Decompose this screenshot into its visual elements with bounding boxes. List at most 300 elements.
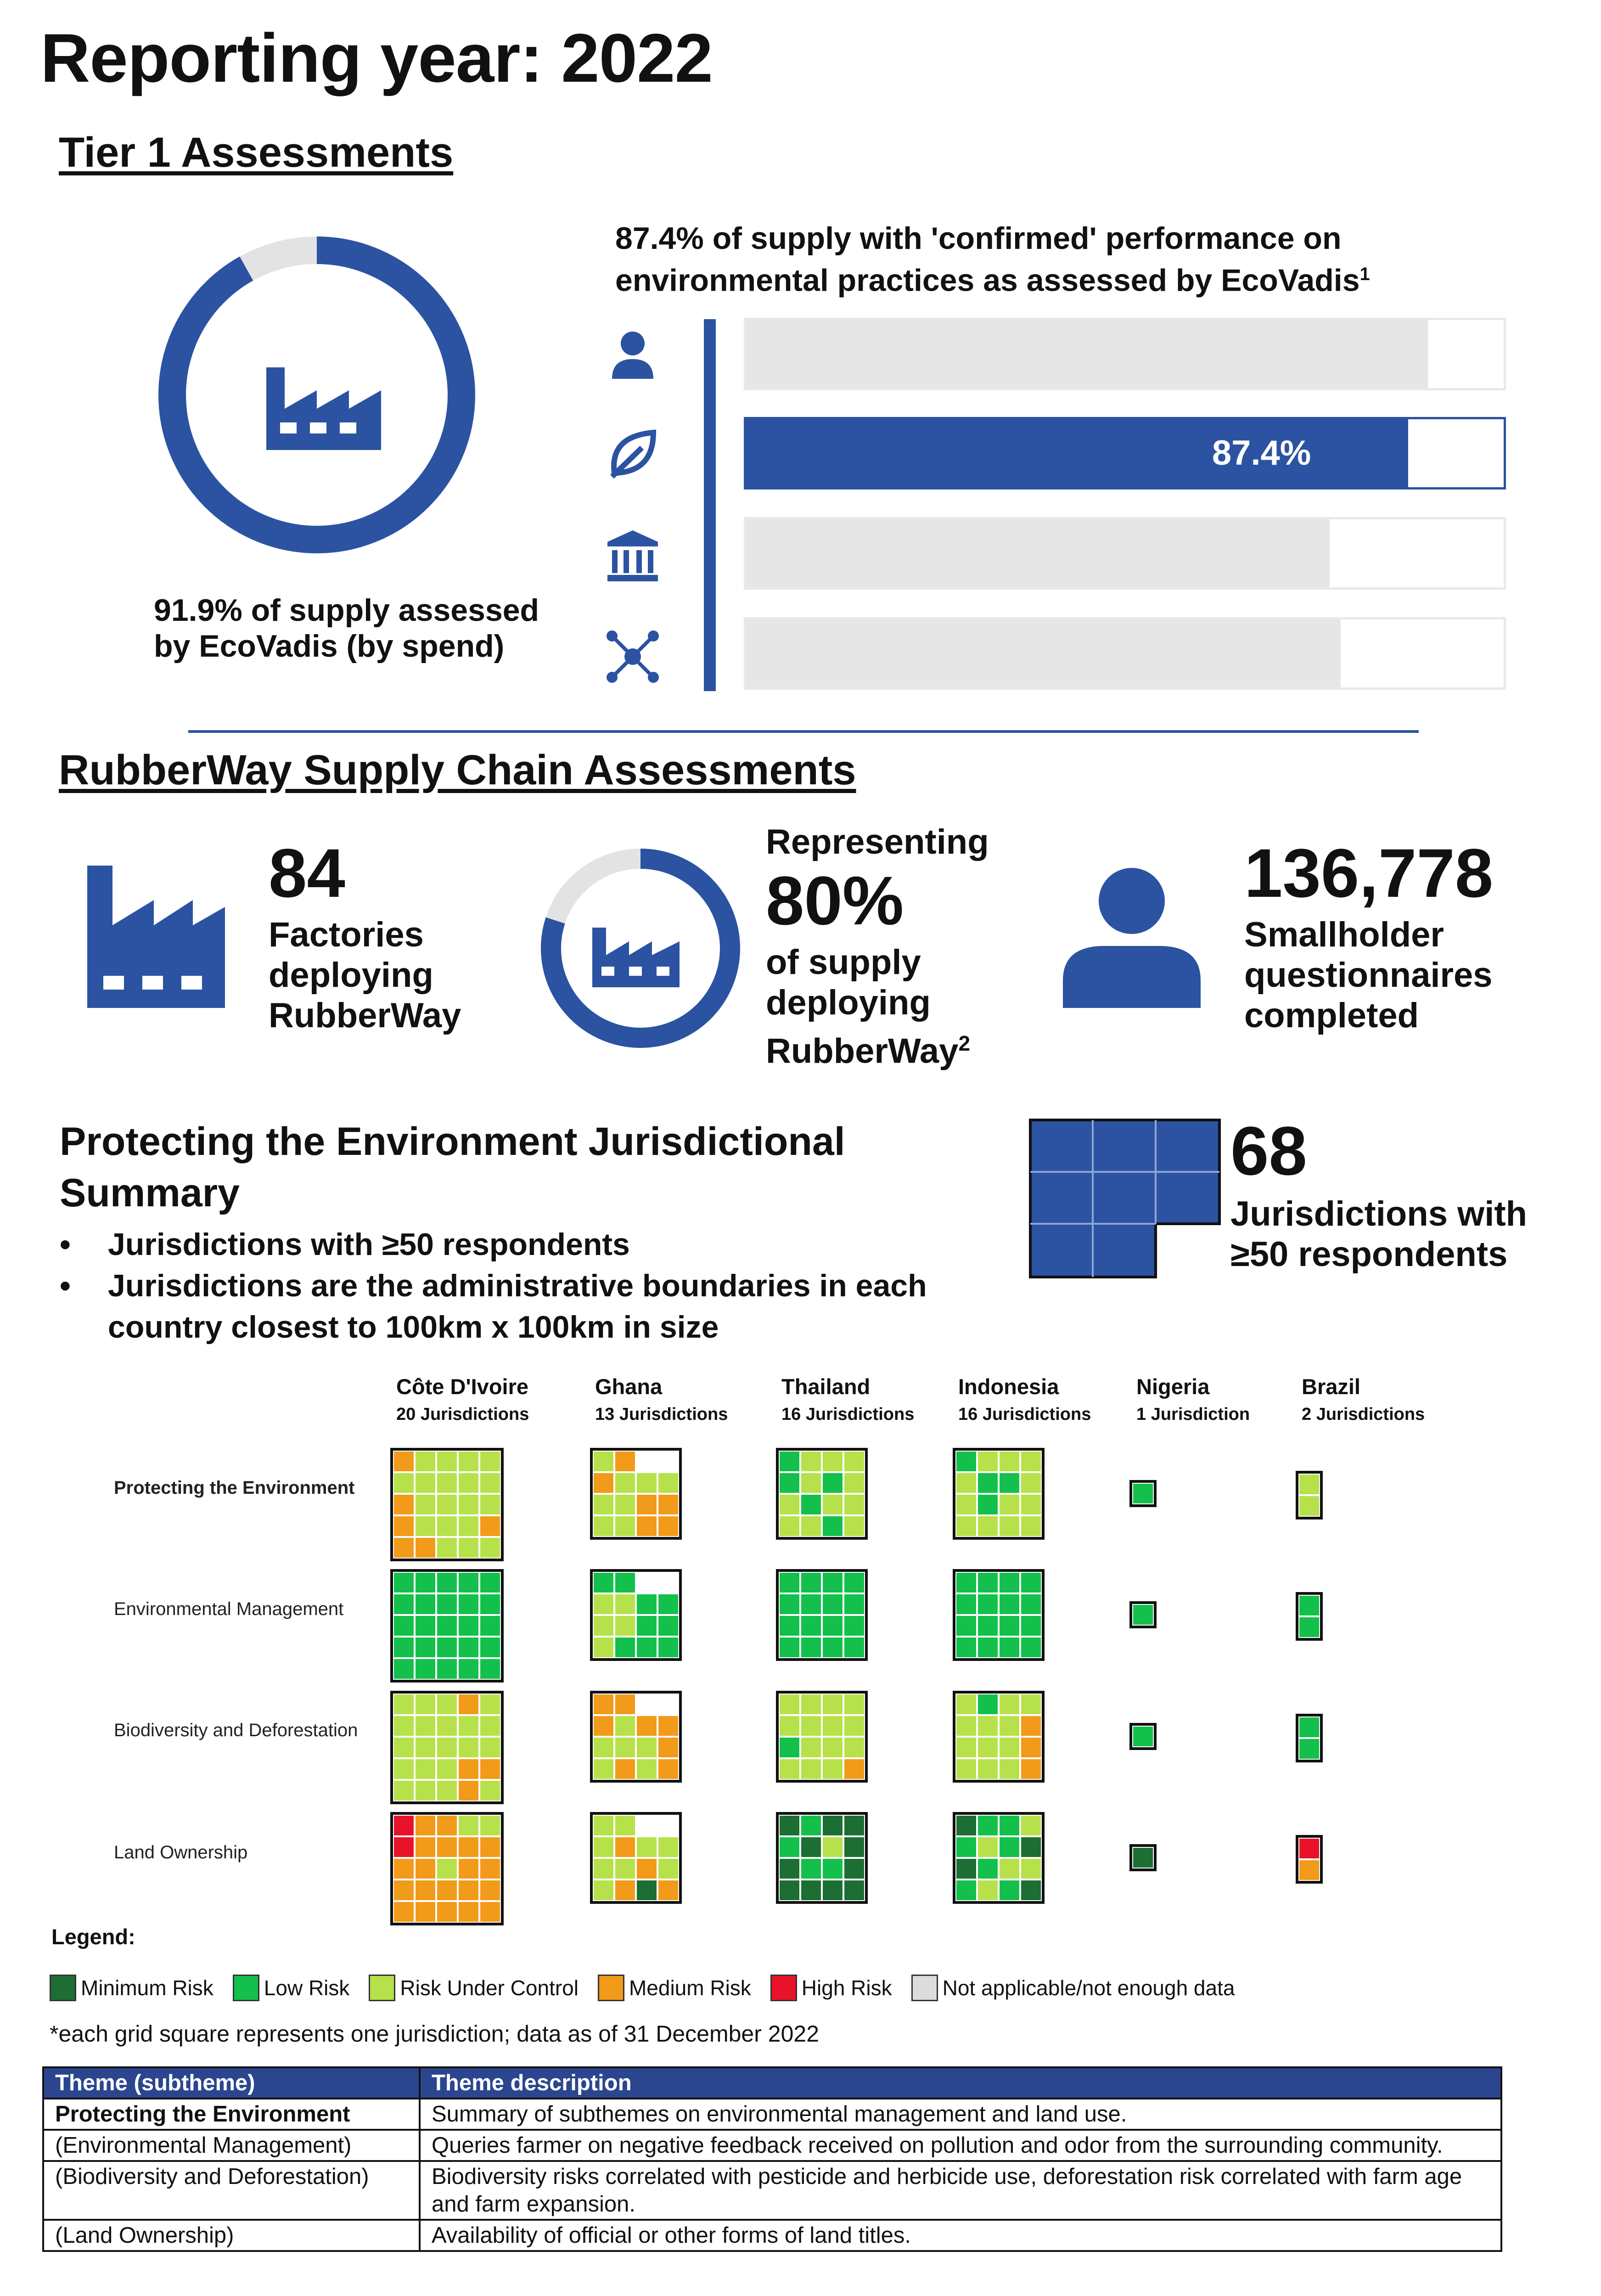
- grid-cell: [977, 1836, 999, 1858]
- risk-grid: [1129, 1601, 1157, 1628]
- grid-cell: [657, 1858, 679, 1880]
- grid-cell: [614, 1815, 636, 1836]
- grid-cell: [415, 1836, 436, 1858]
- grid-cell: [779, 1858, 800, 1880]
- grid-cell: [636, 1694, 657, 1715]
- grid-cell: [800, 1572, 822, 1593]
- grid-cell: [458, 1694, 479, 1715]
- grid-cell: [593, 1758, 614, 1780]
- grid-cell: [614, 1593, 636, 1615]
- risk-grid: [1129, 1844, 1157, 1871]
- grid-cell: [955, 1737, 977, 1758]
- jurisdiction-bullets: [60, 1224, 978, 1348]
- grid-cell: [999, 1593, 1020, 1615]
- risk-grid: [590, 1812, 682, 1904]
- grid-cell: [436, 1836, 458, 1858]
- grid-cell: [822, 1637, 843, 1658]
- assessed-label: 91.9% of supply assessed by EcoVadis (by spend): [154, 593, 539, 664]
- grid-cell: [999, 1572, 1020, 1593]
- grid-cell: [393, 1858, 415, 1880]
- grid-cell: [779, 1715, 800, 1737]
- grid-cell: [800, 1593, 822, 1615]
- grid-cell: [1020, 1572, 1042, 1593]
- legend-title: Legend:: [51, 1925, 135, 1949]
- grid-cell: [458, 1815, 479, 1836]
- grid-cell: [822, 1836, 843, 1858]
- grid-cell: [999, 1615, 1020, 1637]
- grid-cell: [393, 1637, 415, 1658]
- grid-cell: [393, 1715, 415, 1737]
- table-cell: Biodiversity risks correlated with pesticide and herbicide use, deforestation risk correlated with farm age and farm expansion.: [420, 2161, 1501, 2220]
- grid-cell: [1020, 1715, 1042, 1737]
- table-header: Theme description: [420, 2067, 1501, 2099]
- grid-cell: [393, 1472, 415, 1494]
- grid-cell: [393, 1737, 415, 1758]
- grid-cell: [593, 1858, 614, 1880]
- grid-cell: [955, 1472, 977, 1494]
- grid-cell: [593, 1836, 614, 1858]
- grid-cell: [1020, 1758, 1042, 1780]
- grid-cell: [657, 1694, 679, 1715]
- grid-cell: [479, 1694, 501, 1715]
- bar-fill: [746, 419, 1408, 487]
- legend-label: Low Risk: [264, 1976, 350, 2000]
- grid-cell: [1132, 1483, 1154, 1504]
- grid-cell: [479, 1858, 501, 1880]
- grid-cell: [999, 1515, 1020, 1537]
- grid-cell: [843, 1715, 865, 1737]
- risk-grid: [776, 1448, 868, 1540]
- supply-number: 80%: [766, 862, 904, 939]
- legend-swatch: [50, 1975, 76, 2001]
- grid-cell: [955, 1494, 977, 1515]
- grid-cell: [999, 1715, 1020, 1737]
- country-header: [1302, 1373, 1425, 1428]
- grid-cell: [977, 1572, 999, 1593]
- page-title: Reporting year: 2022: [40, 19, 713, 96]
- assessed-donut: [152, 230, 482, 560]
- grid-cell: [1298, 1716, 1320, 1738]
- institution-icon: [605, 528, 660, 583]
- grid-cell: [393, 1836, 415, 1858]
- grid-cell: [393, 1880, 415, 1901]
- grid-cell: [1298, 1838, 1320, 1859]
- grid-cell: [657, 1593, 679, 1615]
- grid-cell: [822, 1737, 843, 1758]
- grid-cell: [593, 1494, 614, 1515]
- grid-cell: [614, 1715, 636, 1737]
- grid-cell: [1298, 1738, 1320, 1760]
- country-count: 20 Jurisdictions: [396, 1405, 529, 1424]
- grid-cell: [593, 1637, 614, 1658]
- grid-cell: [614, 1494, 636, 1515]
- legend-item: [233, 1975, 350, 2001]
- grid-cell: [593, 1715, 614, 1737]
- grid-cell: [614, 1737, 636, 1758]
- grid-cell: [636, 1615, 657, 1637]
- grid-cell: [436, 1472, 458, 1494]
- grid-cell: [779, 1758, 800, 1780]
- grid-cell: [415, 1637, 436, 1658]
- grid-cell: [779, 1637, 800, 1658]
- grid-cell: [415, 1451, 436, 1472]
- grid-cell: [657, 1572, 679, 1593]
- country-name: Ghana: [595, 1374, 663, 1399]
- grid-cell: [657, 1515, 679, 1537]
- grid-cell: [614, 1572, 636, 1593]
- grid-cell: [779, 1593, 800, 1615]
- grid-cell: [955, 1858, 977, 1880]
- country-count: 13 Jurisdictions: [595, 1405, 728, 1424]
- risk-grid: [1296, 1471, 1323, 1519]
- grid-cell: [436, 1494, 458, 1515]
- grid-cell: [415, 1658, 436, 1680]
- grid-cell: [636, 1715, 657, 1737]
- bar-track: [744, 417, 1506, 490]
- table-row: [43, 2099, 1501, 2130]
- grid-cell: [436, 1593, 458, 1615]
- grid-cell: [393, 1593, 415, 1615]
- grid-cell: [657, 1715, 679, 1737]
- grid-cell: [977, 1737, 999, 1758]
- grid-cell: [800, 1515, 822, 1537]
- table-header-row: [43, 2067, 1501, 2099]
- grid-cell: [977, 1715, 999, 1737]
- grid-cell: [436, 1637, 458, 1658]
- grid-cell: [779, 1472, 800, 1494]
- grid-cell: [436, 1537, 458, 1559]
- grid-cell: [843, 1494, 865, 1515]
- table-row: [43, 2130, 1501, 2161]
- grid-cell: [393, 1537, 415, 1559]
- grid-cell: [822, 1472, 843, 1494]
- grid-cell: [843, 1858, 865, 1880]
- grid-cell: [843, 1637, 865, 1658]
- grid-cell: [800, 1836, 822, 1858]
- grid-cell: [393, 1658, 415, 1680]
- grid-cell: [479, 1593, 501, 1615]
- grid-cell: [1020, 1494, 1042, 1515]
- grid-cell: [458, 1858, 479, 1880]
- grid-cell: [393, 1758, 415, 1780]
- risk-grid: [390, 1691, 504, 1804]
- confirmed-footnote-ref: 1: [1359, 264, 1370, 284]
- grid-cell: [393, 1694, 415, 1715]
- legend-label: High Risk: [801, 1976, 892, 2000]
- legend-item: [770, 1975, 892, 2001]
- grid-cell: [479, 1537, 501, 1559]
- grid-cell: [822, 1715, 843, 1737]
- grid-cell: [458, 1615, 479, 1637]
- grid-cell: [657, 1637, 679, 1658]
- grid-cell: [593, 1593, 614, 1615]
- grid-cell: [822, 1615, 843, 1637]
- grid-cell: [955, 1515, 977, 1537]
- grid-cell: [977, 1615, 999, 1637]
- leaf-icon: [605, 427, 660, 482]
- grid-cell: [593, 1694, 614, 1715]
- table-cell: (Environmental Management): [43, 2130, 420, 2161]
- legend-item: [50, 1975, 213, 2001]
- country-header: [595, 1373, 728, 1428]
- grid-cell: [479, 1572, 501, 1593]
- jurisdictions-label: Jurisdictions with ≥50 respondents: [1230, 1194, 1528, 1274]
- legend-item: [369, 1975, 579, 2001]
- confirmed-label: [615, 220, 1442, 298]
- grid-cell: [800, 1815, 822, 1836]
- smallholder-number: 136,778: [1244, 834, 1494, 912]
- legend-swatch: [911, 1975, 938, 2001]
- risk-grid: [590, 1448, 682, 1540]
- grid-cell: [1298, 1474, 1320, 1495]
- grid-cell: [436, 1780, 458, 1801]
- grid-cell: [479, 1658, 501, 1680]
- grid-cell: [843, 1515, 865, 1537]
- grid-cell: [977, 1880, 999, 1901]
- grid-cell: [822, 1515, 843, 1537]
- grid-cell: [436, 1572, 458, 1593]
- country-count: 16 Jurisdictions: [958, 1405, 1091, 1424]
- grid-cell: [999, 1637, 1020, 1658]
- grid-cell: [800, 1715, 822, 1737]
- grid-cell: [479, 1451, 501, 1472]
- grid-cell: [415, 1694, 436, 1715]
- legend-swatch: [369, 1975, 395, 2001]
- grid-cell: [1298, 1616, 1320, 1638]
- legend-label: Medium Risk: [629, 1976, 751, 2000]
- country-count: 1 Jurisdiction: [1136, 1405, 1250, 1424]
- legend-label: Risk Under Control: [400, 1976, 579, 2000]
- grid-cell: [999, 1858, 1020, 1880]
- grid-cell: [458, 1593, 479, 1615]
- grid-cell: [779, 1494, 800, 1515]
- grid-cell: [636, 1472, 657, 1494]
- grid-cell: [415, 1572, 436, 1593]
- grid-cell: [977, 1758, 999, 1780]
- jurisdictions-grid-icon: [1028, 1118, 1221, 1279]
- grid-cell: [955, 1637, 977, 1658]
- grid-cell: [955, 1615, 977, 1637]
- grid-cell: [415, 1715, 436, 1737]
- grid-cell: [436, 1880, 458, 1901]
- grid-cell: [955, 1815, 977, 1836]
- bullet-item: • Jurisdictions are the administrative boundaries in each country closest to 100km x 100km in size: [60, 1265, 978, 1348]
- risk-grid: [1129, 1723, 1157, 1750]
- grid-cell: [636, 1836, 657, 1858]
- grid-cell: [822, 1758, 843, 1780]
- grid-cell: [977, 1694, 999, 1715]
- risk-grid: [590, 1691, 682, 1783]
- legend-swatch: [770, 1975, 797, 2001]
- grid-cell: [779, 1815, 800, 1836]
- supply-footnote-ref: 2: [958, 1031, 971, 1055]
- grid-cell: [458, 1537, 479, 1559]
- grid-cell: [657, 1451, 679, 1472]
- grid-cell: [977, 1515, 999, 1537]
- country-header: [781, 1373, 914, 1428]
- bar-track: [744, 517, 1506, 590]
- grid-cell: [614, 1858, 636, 1880]
- risk-grid: [953, 1448, 1045, 1540]
- grid-cell: [415, 1815, 436, 1836]
- grid-cell: [800, 1737, 822, 1758]
- grid-cell: [415, 1901, 436, 1923]
- grid-cell: [415, 1780, 436, 1801]
- country-name: Indonesia: [958, 1374, 1059, 1399]
- grid-cell: [843, 1593, 865, 1615]
- country-header: [1136, 1373, 1250, 1428]
- legend-swatch: [598, 1975, 624, 2001]
- bar-value-label: 87.4%: [1212, 433, 1311, 473]
- grid-cell: [436, 1758, 458, 1780]
- grid-cell: [393, 1901, 415, 1923]
- country-name: Thailand: [781, 1374, 871, 1399]
- factories-number: 84: [269, 834, 345, 912]
- grid-cell: [479, 1472, 501, 1494]
- grid-cell: [614, 1758, 636, 1780]
- jurisdictions-number: 68: [1230, 1112, 1307, 1189]
- grid-cell: [1020, 1836, 1042, 1858]
- grid-cell: [393, 1615, 415, 1637]
- grid-cell: [1132, 1847, 1154, 1868]
- grid-cell: [977, 1637, 999, 1658]
- grid-cell: [843, 1815, 865, 1836]
- grid-cell: [393, 1451, 415, 1472]
- grid-cell: [822, 1858, 843, 1880]
- grid-cell: [614, 1880, 636, 1901]
- risk-grid: [590, 1569, 682, 1661]
- grid-cell: [415, 1593, 436, 1615]
- legend-item: [598, 1975, 751, 2001]
- risk-grid: [390, 1448, 504, 1561]
- grid-cell: [800, 1472, 822, 1494]
- grid-cell: [614, 1694, 636, 1715]
- country-header: [958, 1373, 1091, 1428]
- grid-cell: [458, 1901, 479, 1923]
- grid-cell: [822, 1593, 843, 1615]
- supply-label-text: of supply deploying RubberWay: [766, 943, 959, 1071]
- grid-cell: [593, 1451, 614, 1472]
- grid-cell: [999, 1758, 1020, 1780]
- grid-cell: [479, 1836, 501, 1858]
- grid-cell: [458, 1658, 479, 1680]
- grid-cell: [393, 1515, 415, 1537]
- grid-cell: [1298, 1495, 1320, 1517]
- country-name: Côte D'Ivoire: [396, 1374, 529, 1399]
- grid-cell: [393, 1494, 415, 1515]
- factory-icon: [592, 928, 680, 987]
- grid-cell: [593, 1815, 614, 1836]
- risk-grid: [1129, 1480, 1157, 1507]
- grid-cell: [479, 1737, 501, 1758]
- tier1-heading: Tier 1 Assessments: [59, 129, 454, 176]
- risk-grid: [953, 1691, 1045, 1783]
- network-icon: [605, 629, 660, 684]
- confirmed-text: 87.4% of supply with 'confirmed' performance on environmental practices as assessed by EcoVadis: [615, 221, 1360, 298]
- grid-cell: [636, 1737, 657, 1758]
- country-count: 16 Jurisdictions: [781, 1405, 915, 1424]
- grid-cell: [436, 1715, 458, 1737]
- grid-cell: [955, 1593, 977, 1615]
- factories-label: Factories deploying RubberWay: [269, 915, 461, 1035]
- grid-cell: [657, 1836, 679, 1858]
- grid-cell: [458, 1737, 479, 1758]
- grid-cell: [955, 1758, 977, 1780]
- grid-cell: [415, 1858, 436, 1880]
- risk-grid: [776, 1691, 868, 1783]
- risk-grid: [390, 1569, 504, 1683]
- grid-cell: [415, 1494, 436, 1515]
- grid-cell: [1020, 1694, 1042, 1715]
- table-row: [43, 2161, 1501, 2220]
- grid-note: *each grid square represents one jurisdiction; data as of 31 December 2022: [50, 2021, 820, 2047]
- grid-cell: [636, 1572, 657, 1593]
- grid-cell: [1132, 1726, 1154, 1747]
- grid-cell: [614, 1515, 636, 1537]
- grid-cell: [779, 1694, 800, 1715]
- grid-cell: [479, 1780, 501, 1801]
- grid-cell: [843, 1615, 865, 1637]
- grid-cell: [458, 1715, 479, 1737]
- row-label: Land Ownership: [114, 1842, 248, 1863]
- grid-cell: [614, 1472, 636, 1494]
- grid-cell: [636, 1451, 657, 1472]
- grid-cell: [800, 1858, 822, 1880]
- grid-cell: [458, 1836, 479, 1858]
- grid-cell: [458, 1515, 479, 1537]
- grid-cell: [800, 1637, 822, 1658]
- grid-cell: [393, 1780, 415, 1801]
- rubberway-heading: RubberWay Supply Chain Assessments: [59, 747, 856, 793]
- grid-cell: [999, 1451, 1020, 1472]
- grid-cell: [614, 1451, 636, 1472]
- table-cell: Protecting the Environment: [43, 2099, 420, 2130]
- grid-cell: [779, 1615, 800, 1637]
- country-count: 2 Jurisdictions: [1302, 1405, 1425, 1424]
- grid-cell: [636, 1758, 657, 1780]
- bar-fill: [746, 320, 1428, 388]
- grid-cell: [977, 1858, 999, 1880]
- row-label: Environmental Management: [114, 1599, 344, 1619]
- grid-cell: [479, 1615, 501, 1637]
- grid-cell: [1020, 1858, 1042, 1880]
- grid-cell: [999, 1737, 1020, 1758]
- grid-cell: [479, 1880, 501, 1901]
- grid-cell: [843, 1472, 865, 1494]
- risk-grid: [1296, 1592, 1323, 1641]
- bullet-item: • Jurisdictions with ≥50 respondents: [60, 1224, 978, 1265]
- bar-axis: [704, 319, 716, 691]
- grid-cell: [436, 1515, 458, 1537]
- grid-cell: [479, 1494, 501, 1515]
- grid-cell: [1020, 1737, 1042, 1758]
- row-label: Protecting the Environment: [114, 1478, 355, 1498]
- grid-cell: [479, 1515, 501, 1537]
- grid-cell: [1020, 1515, 1042, 1537]
- grid-cell: [1020, 1451, 1042, 1472]
- country-name: Nigeria: [1136, 1374, 1210, 1399]
- grid-cell: [636, 1515, 657, 1537]
- grid-cell: [1020, 1593, 1042, 1615]
- supply-label: [766, 942, 1005, 1071]
- country-name: Brazil: [1302, 1374, 1360, 1399]
- grid-cell: [657, 1615, 679, 1637]
- grid-cell: [800, 1694, 822, 1715]
- grid-cell: [636, 1494, 657, 1515]
- grid-cell: [843, 1836, 865, 1858]
- grid-cell: [458, 1758, 479, 1780]
- table-row: [43, 2220, 1501, 2251]
